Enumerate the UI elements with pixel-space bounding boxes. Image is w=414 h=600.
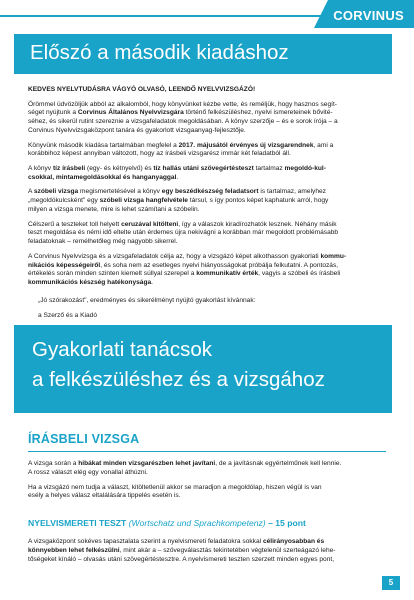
paragraph: A vizsga során a hibákat minden vizsgarészben lehet javítani, de a javításnak egyértelműnek kell lennie. A rossz választ elég egy vonallal áthúzni. bbox=[28, 460, 342, 476]
preface-body bbox=[28, 86, 386, 341]
header-rule bbox=[0, 15, 340, 17]
subsection-rule bbox=[28, 451, 386, 452]
test-body bbox=[28, 538, 386, 570]
written-exam-body bbox=[28, 460, 386, 507]
brand-logo: CORVINUS bbox=[333, 8, 404, 23]
paragraph: A könyv tíz írásbeli (egy- és kétnyelvű) és tíz hallás utáni szövegértésteszt tartalmaz megoldó-kul- csokkal, mintamegoldásokkal és hanganyaggal. bbox=[28, 164, 326, 181]
section-title-line-2: a felkészüléshez és a vizsgához bbox=[32, 368, 325, 391]
page-number: 5 bbox=[382, 576, 400, 590]
section-title-banner bbox=[14, 34, 392, 74]
page-header bbox=[0, 0, 414, 26]
section-title: Előszó a második kiadáshoz bbox=[30, 41, 289, 64]
paragraph: Ha a vizsgázó nem tudja a választ, kitöltetlenül akkor se maradjon a megoldólap, hiszen végül is van esély a helyes válasz eltalálására tippelés esetén is. bbox=[28, 483, 322, 500]
test-heading: NYELVISMERETI TESZT (Wortschatz und Sprachkompetenz) – 15 pont bbox=[28, 518, 306, 528]
paragraph: A Corvinus Nyelvvizsga és a vizsgafeladatok célja az, hogy a vizsgázó képet alkothasson gyakorlati kommu- nikációs képességeiről, és soha nem az esetleges nyelvi hiányosságokat próbálja felkutatni. A pontozás, értékelés során minden szinten kiemelt súllyal szerepel a kommunikatív érték, vagyis a szóbeli és írásbeli kommunikációs készség hatékonysága. bbox=[28, 252, 347, 287]
greeting: KEDVES NYELVTUDÁSRA VÁGYÓ OLVASÓ, LEENDŐ NYELVVIZSGÁZÓ! bbox=[28, 86, 256, 93]
signature: a Szerző és a Kiadó bbox=[38, 311, 98, 319]
section-title-line-1: Gyakorlati tanácsok bbox=[32, 338, 213, 361]
paragraph: Célszerű a teszteket toll helyett ceruzával kitölteni, így a válaszok kiradírozhatók lesznek. Néhány másik teszt megoldása és némi idő eltelte után érdemes újra nekivágni a korábban már megoldott problémásabb feladatoknak – remélhetőleg még nagyobb sikerrel. bbox=[28, 220, 339, 246]
section-title-banner bbox=[14, 325, 392, 413]
paragraph: Örömmel üdvözöljük abból az alkalomból, hogy könyvünket kézbe vette, és reméljük, hogy hasznos segít- séget nyújtunk a Corvinus Általános Nyelvvizsgára történő felkészüléshez, nyelvi ismereteinek bővité- séhez, és sikerül rutint szereznie a vizsgafeladatok megoldásában. A könyv szerzője – és e sorok írója – a Corvinus Nyelvvizsgaközpont tanára és gyakorlott vizsgaanyag-fejlesztője. bbox=[28, 100, 338, 134]
closing-wish: „Jó szórakozást", eredményes és sikerélményt nyújtó gyakorlást kívánnak: bbox=[38, 296, 256, 304]
paragraph: Könyvünk második kiadása tartalmában megfelel a 2017. májusától érvényes új vizsgarendnek, ami a korábbihoz képest annyiban változott, hogy az írásbeli vizsgarész immár két feladatból áll. bbox=[28, 141, 334, 158]
subsection-heading: ÍRÁSBELI VIZSGA bbox=[28, 432, 140, 446]
paragraph: A szóbeli vizsga megismertetésével a könyv egy beszédkészség feladatsort is tartalmaz, amelyhez „megoldókulcsként" egy szóbeli vizsga hangfelvétele társul, s így pontos képet kaphatunk arról, hogy milyen a vizsga menete, mire is lehet számítani a szóbelin. bbox=[28, 188, 329, 213]
paragraph: A vizsgaközpont sokéves tapasztalata szerint a nyelvismereti feladatokra sokkal célirányosabban és könnyebben lehet felkészülni, mint akár a – szövegválasztás tekintetében végtelenül szerteágazó lehe- tőségeket kínáló – olvasás utáni szövegértéstesztre. A nyelvismereti teszten szerzett minden egyes pont, bbox=[28, 538, 336, 563]
